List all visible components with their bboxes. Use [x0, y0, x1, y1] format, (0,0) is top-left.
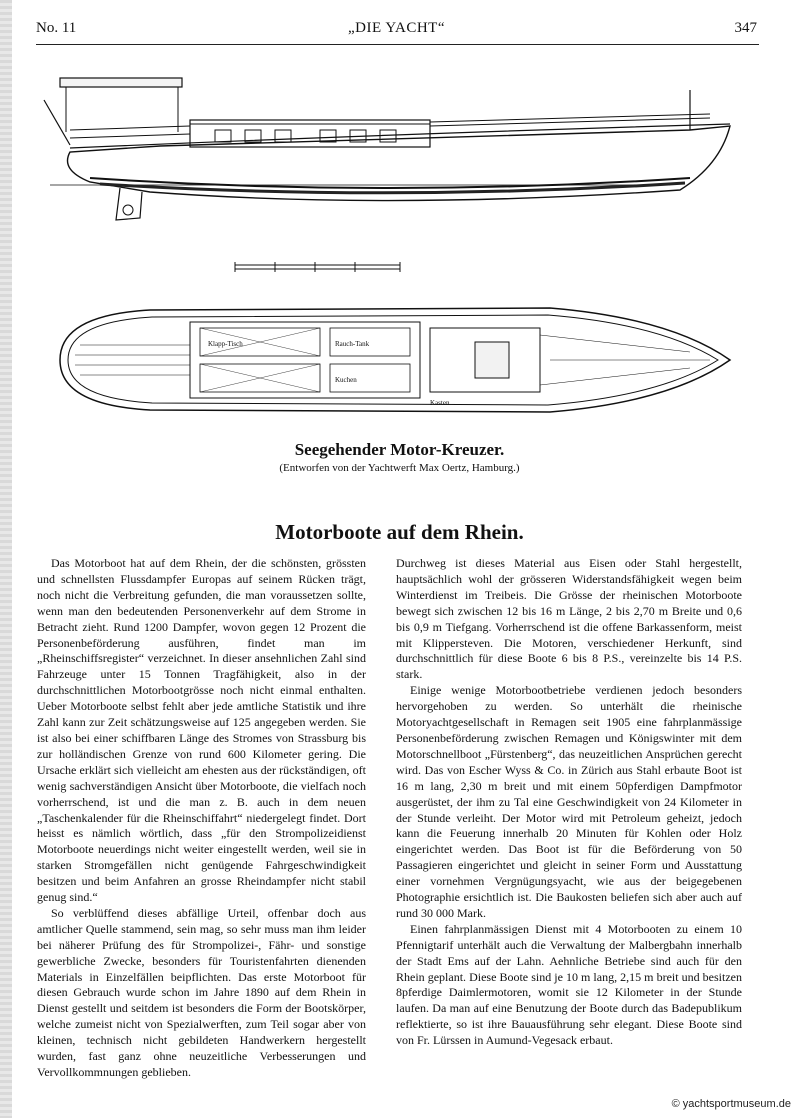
figure-subtitle: (Entworfen von der Yachtwerft Max Oertz, Hamburg.): [279, 462, 520, 474]
paragraph: Einen fahrplanmässigen Dienst mit 4 Motorbooten zu einem 10 Pfennigtarif unterhält auch die Verwaltung der Malbergbahn innerhalb der Stadt Ems auf der Lahn. Aehnliche Betriebe sind auch für den Rhein geplant. Diese Boote sind je 10 m lang, 2,15 m breit und besitzen 8pferdige Daimlermotoren, womit sie 12 Kilometer in der Stunde laufen. Da man auf eine Benutzung der Boote durch das Badepublikum reflektierte, so ist ihre Bauausführung sehr elegant. Diese Boote sind von Fr. Lürssen in Aumund-Vegesack erbaut.: [396, 921, 742, 1048]
right-column: [396, 556, 742, 1049]
paragraph: So verblüffend dieses abfällige Urteil, offenbar doch aus amtlicher Quelle stammend, sein mag, so sehr muss man ihm leider bei näherer Prüfung des für Strompolizei-, Fähr- und sonstige gewerbliche Zwecke, besonders für Touristenfahrten dienenden Materials in Einzelfällen beipflichten. Das erste Motorboot für diesen Gebrauch wurde schon im Jahre 1890 auf dem Rhein in Dienst gestellt und seitdem ist besonders die Form der Bootskörper, welche zumeist nicht von Spezialwerften, zum Teil sogar aber von kleinen, technisch nicht gebildeten Handwerkern hergestellt wurden, fast ganz ohne neuzeitliche Verbesserungen und Vervollkommnungen geblieben.: [37, 905, 366, 1079]
side-elevation: [44, 78, 730, 220]
scan-edge: [0, 0, 12, 1118]
plan-label: Rauch-Tank: [335, 340, 370, 348]
paragraph: Einige wenige Motorbootbetriebe verdienen jedoch besonders hervorgehoben zu werden. So unterhält die rheinische Motoryachtgesellschaft in Remagen seit 1905 eine fahrplanmässige Personenbeförderung zwischen Remagen und Königswinter mit dem Motorschnellboot „Fürstenberg“, das neuzeitlichen Ansprüchen gerecht wird. Das von Escher Wyss & Co. in Zürich aus Stahl erbaute Boot ist 16 m lang, 2,30 m breit und mit einem 50pferdigen Dampfmotor ausgerüstet, der ihm zu Tal eine Geschwindigkeit von 24 Kilometer in der Stunde verleiht. Der Motor wird mit Petroleum geheizt, jedoch kann die Feuerung innerhalb 20 Minuten für Kohlen oder Holz eingerichtet werden. Das Boot ist für die Beförderung von 50 Passagieren eingerichtet und gleicht in seiner Form und Ausstattung einer vornehmen Vergnügungsyacht, wie aus der beigegebenen Photographie ersichtlich ist. Die Baukosten beliefen sich aber auch auf rund 30 000 Mark.: [396, 683, 742, 920]
plan-label: Kasten: [430, 399, 450, 407]
issue-number: No. 11: [36, 20, 77, 36]
article-title: Motorboote auf dem Rhein.: [275, 520, 524, 544]
plan-label: Klapp-Tisch: [208, 340, 243, 348]
deck-plan: [60, 308, 730, 412]
figure-title: Seegehender Motor-Kreuzer.: [294, 440, 505, 459]
paragraph: Das Motorboot hat auf dem Rhein, der die schönsten, grössten und schnellsten Flussdampfer Europas auf seinem Rücken trägt, noch nicht die Verbreitung gefunden, die man voraussetzen sollte, wenn man den bedeutenden Personenverkehr auf dem Strome in Betracht zieht. Rund 1200 Dampfer, wovon gegen 12 Prozent die Personenbeförderung ausführen, findet man im „Rheinschiffsregister“ verzeichnet. In dieser ansehnlichen Zahl sind Fahrzeuge unter 15 Tonnen Tragfähigkeit, also in der durchschnittlichen Motorbootgrösse noch nicht einmal enthalten. Ueber Motorboote selbst fehlt aber jede amtliche Statistik und ihre Zahl kann zur Zeit schätzungsweise auf 125 angegeben werden. Sie ist also bei einer schiffbaren Länge des Stromes von Strassburg bis zur holländischen Grenze von rund 600 Kilometer gering. Die Ursache erklärt sich vielleicht am ehesten aus der rückständigen, oft wenig sachverständigen Ansicht über Motorboote, die vielfach noch vorherrschend, ist und die man z. B. auch in dem neuen „Taschenkalender für die Rheinschiffahrt“ niedergelegt findet. Dort heisst es nämlich wörtlich, dass „für den Strompolizeidienst Motorboote neuerdings nicht weiter eingestellt werden, weil sie in starken Stromgefällen nicht genügende Fahrgeschwindigkeit besitzen und beim Anfahren an grosse Rheindampfer nicht stabil genug sind.“: [37, 556, 366, 905]
plan-labels: [208, 340, 450, 407]
header-rule: [36, 44, 759, 45]
watermark: © yachtsportmuseum.de: [671, 1098, 791, 1110]
paragraph: Durchweg ist dieses Material aus Eisen oder Stahl hergestellt, hauptsächlich wohl der grösseren Widerstandsfähigkeit wegen beim Winterdienst im Treibeis. Die Grösse der rheinischen Motorboote bewegt sich zwischen 12 bis 16 m Länge, 2 bis 2,70 m Breite und 0,6 bis 0,9 m Tiefgang. Vorherrschend ist die offene Barkassenform, meist mit Klippersteven. Die Motoren, verschiedener Herkunft, sind durchschnittlich für diese Boote 6 bis 8 P.S., vereinzelte bis 14 P.S. stark.: [396, 556, 742, 682]
plan-label: Kuchen: [335, 376, 357, 384]
page-number: 347: [734, 20, 757, 36]
motor-cruiser-drawing: [30, 60, 750, 430]
left-column: [37, 556, 366, 1081]
scale-bar: [235, 262, 400, 272]
page-header: [36, 20, 757, 42]
journal-title: „DIE YACHT“: [347, 20, 445, 36]
